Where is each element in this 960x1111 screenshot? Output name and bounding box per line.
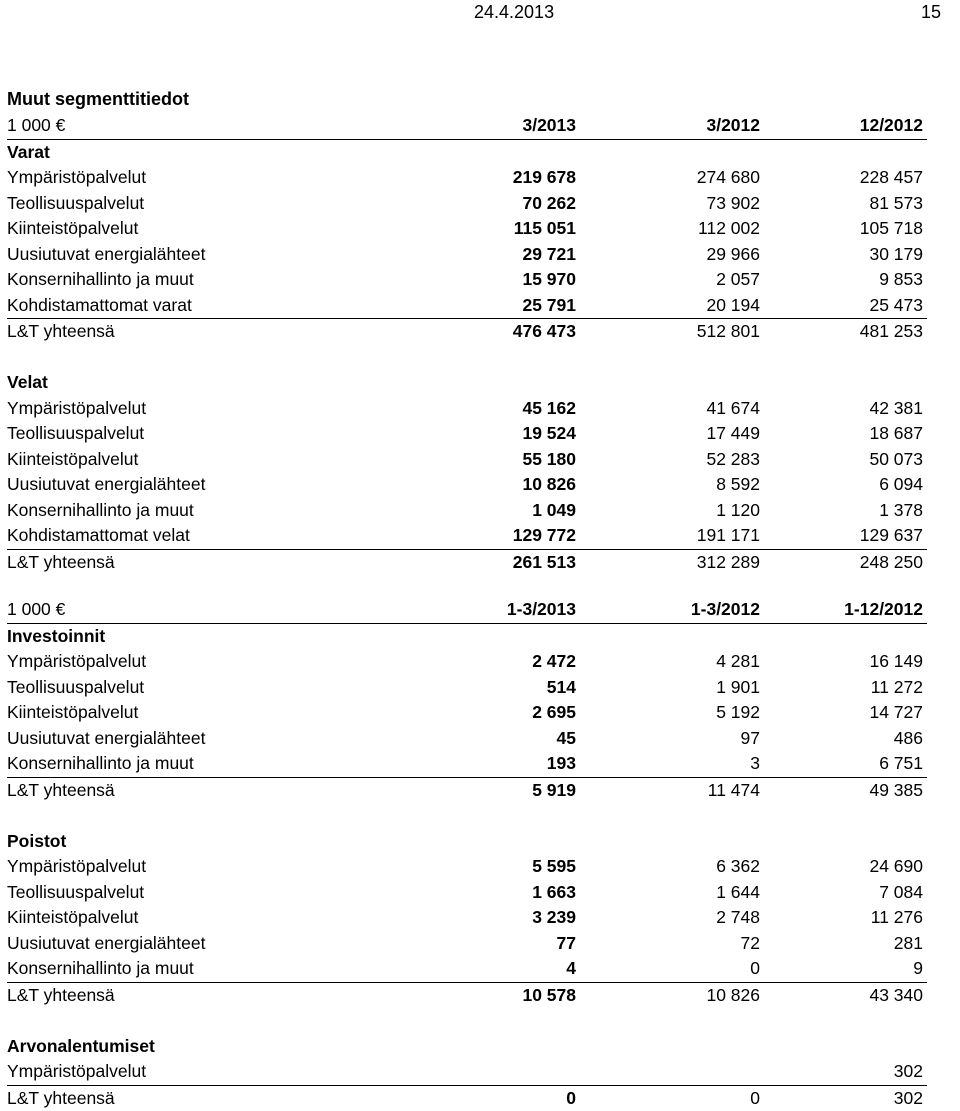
- cell-value: 2 748: [716, 905, 760, 931]
- table-row: [7, 165, 927, 191]
- cell-value: 261 513: [513, 550, 576, 576]
- table-row: [7, 956, 927, 982]
- table-row: [7, 498, 927, 524]
- column-header: 1-3/2013: [507, 597, 576, 623]
- cell-value: 43 340: [869, 983, 923, 1009]
- column-header: 3/2013: [522, 113, 576, 139]
- cell-value: 2 057: [716, 267, 760, 293]
- cell-value: 512 801: [697, 319, 760, 345]
- cell-value: 50 073: [869, 447, 923, 473]
- page-title: Muut segmenttitiedot: [7, 89, 189, 110]
- page-date: 24.4.2013: [474, 2, 554, 23]
- section-title: Velat: [7, 370, 48, 396]
- cell-value: 3 239: [532, 905, 576, 931]
- row-label: L&T yhteensä: [7, 778, 115, 804]
- cell-value: 219 678: [513, 165, 576, 191]
- total-row: [7, 318, 927, 345]
- cell-value: 10 826: [706, 983, 760, 1009]
- cell-value: 0: [750, 1086, 760, 1111]
- cell-value: 29 721: [522, 242, 576, 268]
- section-heading: [7, 624, 927, 650]
- row-label: Ympäristöpalvelut: [7, 854, 146, 880]
- cell-value: 7 084: [879, 880, 923, 906]
- cell-value: 6 751: [879, 751, 923, 777]
- section-title: Varat: [7, 140, 50, 166]
- cell-value: 30 179: [869, 242, 923, 268]
- cell-value: 1 378: [879, 498, 923, 524]
- cell-value: 16 149: [869, 649, 923, 675]
- row-label: Ympäristöpalvelut: [7, 649, 146, 675]
- table-row: [7, 751, 927, 777]
- table-row: [7, 854, 927, 880]
- row-label: Kiinteistöpalvelut: [7, 905, 138, 931]
- cell-value: 2 472: [532, 649, 576, 675]
- table-row: [7, 1059, 927, 1085]
- cell-value: 476 473: [513, 319, 576, 345]
- cell-value: 248 250: [860, 550, 923, 576]
- row-label: Kohdistamattomat varat: [7, 293, 192, 319]
- cell-value: 25 473: [869, 293, 923, 319]
- total-row: [7, 982, 927, 1009]
- cell-value: 10 826: [522, 472, 576, 498]
- row-label: Ympäristöpalvelut: [7, 396, 146, 422]
- cell-value: 41 674: [706, 396, 760, 422]
- cell-value: 129 772: [513, 523, 576, 549]
- row-label: Teollisuuspalvelut: [7, 191, 144, 217]
- table-row: [7, 421, 927, 447]
- cell-value: 11 474: [708, 778, 760, 804]
- cell-value: 5 919: [532, 778, 576, 804]
- table-header: [7, 597, 927, 624]
- cell-value: 81 573: [869, 191, 923, 217]
- cell-value: 55 180: [522, 447, 576, 473]
- row-label: Kiinteistöpalvelut: [7, 447, 138, 473]
- table-row: [7, 293, 927, 319]
- cell-value: 70 262: [522, 191, 576, 217]
- cell-value: 1 120: [716, 498, 760, 524]
- section-heading: [7, 829, 927, 855]
- cell-value: 193: [547, 751, 576, 777]
- cell-value: 129 637: [860, 523, 923, 549]
- row-label: L&T yhteensä: [7, 550, 115, 576]
- cell-value: 481 253: [860, 319, 923, 345]
- cell-value: 15 970: [522, 267, 576, 293]
- cell-value: 29 966: [706, 242, 760, 268]
- row-label: L&T yhteensä: [7, 319, 115, 345]
- section-heading: [7, 140, 927, 166]
- row-label: Konsernihallinto ja muut: [7, 956, 194, 982]
- unit-label: 1 000 €: [7, 597, 65, 623]
- column-header: 1-3/2012: [691, 597, 760, 623]
- cell-value: 4: [566, 956, 576, 982]
- cell-value: 11 276: [871, 905, 923, 931]
- row-label: Teollisuuspalvelut: [7, 880, 144, 906]
- cell-value: 6 094: [879, 472, 923, 498]
- table-row: [7, 447, 927, 473]
- cell-value: 514: [547, 675, 576, 701]
- table-row: [7, 931, 927, 957]
- cell-value: 115 051: [514, 216, 576, 242]
- cell-value: 19 524: [522, 421, 576, 447]
- section-title: Investoinnit: [7, 624, 105, 650]
- table-row: [7, 675, 927, 701]
- row-label: Uusiutuvat energialähteet: [7, 472, 205, 498]
- table-row: [7, 726, 927, 752]
- section-heading: [7, 1034, 927, 1060]
- table-row: [7, 905, 927, 931]
- row-label: Uusiutuvat energialähteet: [7, 726, 205, 752]
- table-row: [7, 396, 927, 422]
- cell-value: 52 283: [706, 447, 760, 473]
- cell-value: 20 194: [706, 293, 760, 319]
- cell-value: 77: [557, 931, 576, 957]
- cell-value: 73 902: [706, 191, 760, 217]
- cell-value: 4 281: [716, 649, 760, 675]
- cell-value: 302: [894, 1086, 923, 1111]
- row-label: Ympäristöpalvelut: [7, 165, 146, 191]
- table-row: [7, 242, 927, 268]
- balance-table: [7, 113, 927, 575]
- cell-value: 97: [741, 726, 760, 752]
- cell-value: 24 690: [869, 854, 923, 880]
- table-row: [7, 472, 927, 498]
- row-label: Kohdistamattomat velat: [7, 523, 190, 549]
- table-row: [7, 880, 927, 906]
- cell-value: 2 695: [532, 700, 576, 726]
- row-label: L&T yhteensä: [7, 1086, 115, 1111]
- cell-value: 42 381: [869, 396, 923, 422]
- column-header: 12/2012: [860, 113, 923, 139]
- table-row: [7, 700, 927, 726]
- page-number: 15: [921, 2, 941, 23]
- table-row: [7, 523, 927, 549]
- cell-value: 281: [894, 931, 923, 957]
- cell-value: 18 687: [869, 421, 923, 447]
- section-heading: [7, 370, 927, 396]
- cell-value: 5 595: [532, 854, 576, 880]
- cell-value: 112 002: [698, 216, 760, 242]
- row-label: Uusiutuvat energialähteet: [7, 242, 205, 268]
- cell-value: 0: [566, 1086, 576, 1111]
- table-row: [7, 216, 927, 242]
- total-row: [7, 777, 927, 804]
- total-row: [7, 1085, 927, 1111]
- cell-value: 105 718: [860, 216, 923, 242]
- cell-value: 274 680: [697, 165, 760, 191]
- cell-value: 25 791: [522, 293, 576, 319]
- table-header: [7, 113, 927, 140]
- cell-value: 45 162: [522, 396, 576, 422]
- investments-table: [7, 597, 927, 1111]
- cell-value: 0: [750, 956, 760, 982]
- section-title: Arvonalentumiset: [7, 1034, 155, 1060]
- cell-value: 49 385: [869, 778, 923, 804]
- row-label: Teollisuuspalvelut: [7, 675, 144, 701]
- cell-value: 11 272: [871, 675, 923, 701]
- table-row: [7, 267, 927, 293]
- cell-value: 14 727: [869, 700, 923, 726]
- cell-value: 302: [894, 1059, 923, 1085]
- row-label: L&T yhteensä: [7, 983, 115, 1009]
- cell-value: 6 362: [716, 854, 760, 880]
- cell-value: 486: [894, 726, 923, 752]
- cell-value: 9: [913, 956, 923, 982]
- cell-value: 45: [557, 726, 576, 752]
- row-label: Kiinteistöpalvelut: [7, 216, 138, 242]
- column-header: 3/2012: [706, 113, 760, 139]
- cell-value: 1 049: [532, 498, 576, 524]
- section-title: Poistot: [7, 829, 66, 855]
- cell-value: 191 171: [697, 523, 760, 549]
- cell-value: 9 853: [879, 267, 923, 293]
- cell-value: 228 457: [860, 165, 923, 191]
- row-label: Teollisuuspalvelut: [7, 421, 144, 447]
- cell-value: 3: [750, 751, 760, 777]
- row-label: Uusiutuvat energialähteet: [7, 931, 205, 957]
- row-label: Kiinteistöpalvelut: [7, 700, 138, 726]
- cell-value: 17 449: [706, 421, 760, 447]
- row-label: Konsernihallinto ja muut: [7, 498, 194, 524]
- column-header: 1-12/2012: [844, 597, 923, 623]
- row-label: Ympäristöpalvelut: [7, 1059, 146, 1085]
- cell-value: 5 192: [716, 700, 760, 726]
- cell-value: 10 578: [522, 983, 576, 1009]
- table-row: [7, 649, 927, 675]
- unit-label: 1 000 €: [7, 113, 65, 139]
- cell-value: 8 592: [716, 472, 760, 498]
- row-label: Konsernihallinto ja muut: [7, 751, 194, 777]
- cell-value: 1 663: [532, 880, 576, 906]
- cell-value: 1 644: [716, 880, 760, 906]
- total-row: [7, 549, 927, 576]
- cell-value: 312 289: [697, 550, 760, 576]
- cell-value: 72: [741, 931, 760, 957]
- cell-value: 1 901: [716, 675, 760, 701]
- row-label: Konsernihallinto ja muut: [7, 267, 194, 293]
- table-row: [7, 191, 927, 217]
